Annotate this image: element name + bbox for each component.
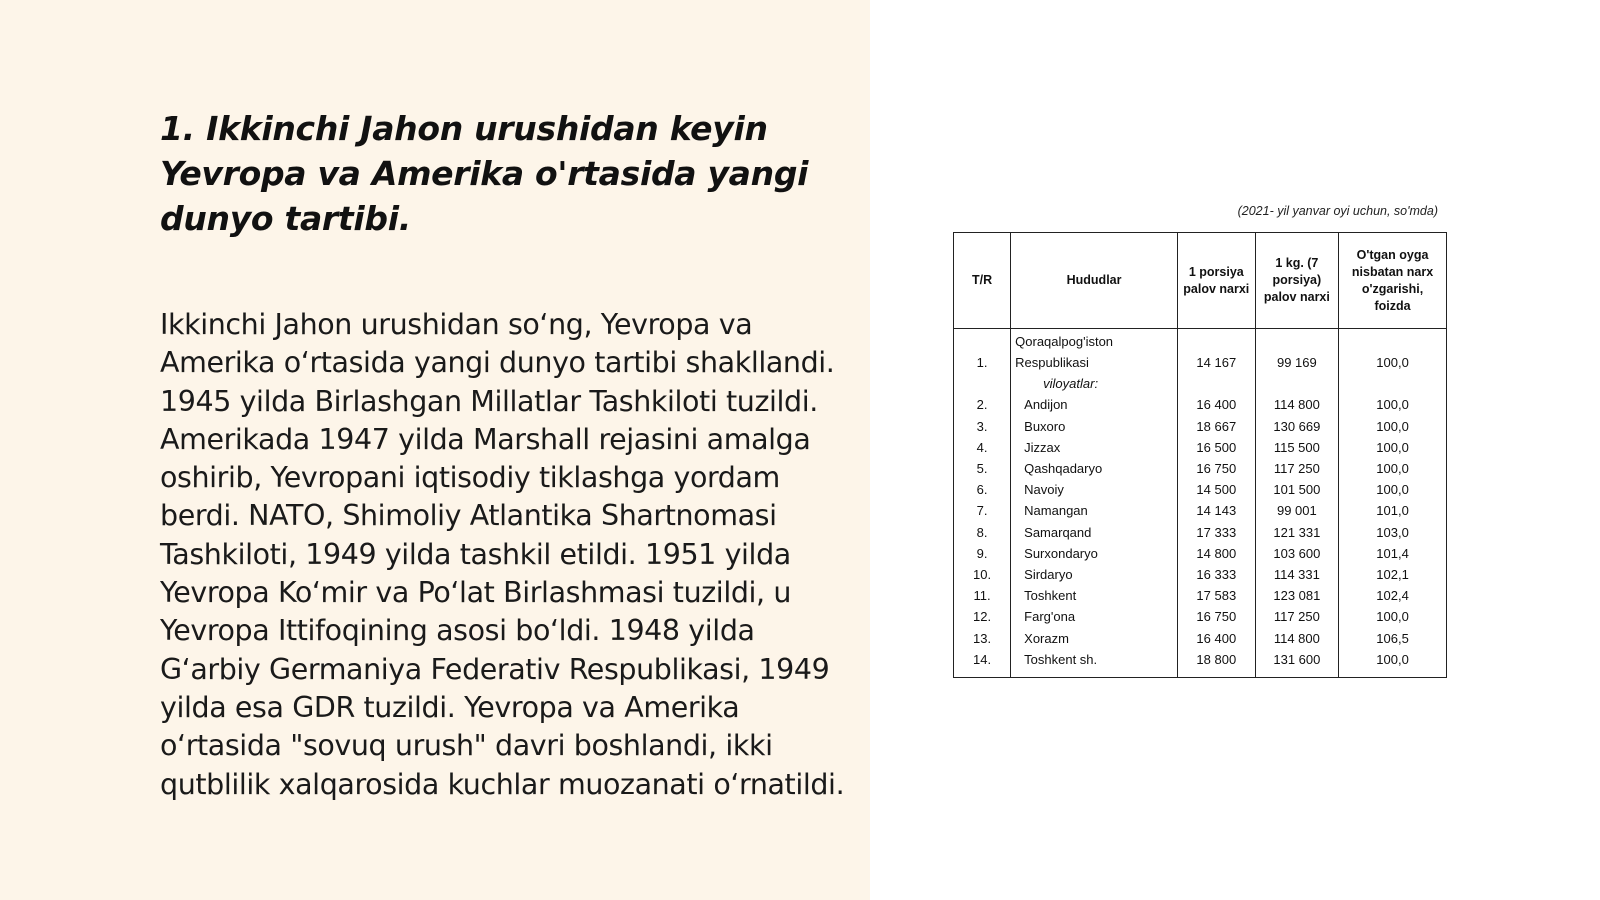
row-number: 2. (954, 395, 1011, 416)
kg-price: 101 500 (1255, 480, 1338, 501)
region-name: Farg'ona (1011, 607, 1178, 628)
portion-price: 18 667 (1177, 416, 1255, 437)
row-number: 4. (954, 437, 1011, 458)
header-price-change: O'tgan oyga nisbatan narx o'zgarishi, foizda (1339, 233, 1447, 329)
kg-price: 123 081 (1255, 586, 1338, 607)
portion-price: 17 583 (1177, 586, 1255, 607)
table-row (954, 649, 1447, 677)
viloyatlar-label: viloyatlar: (1011, 374, 1178, 395)
portion-price: 17 333 (1177, 522, 1255, 543)
price-change: 106,5 (1339, 628, 1447, 649)
table-row (954, 628, 1447, 649)
kg-price: 114 331 (1255, 564, 1338, 585)
price-change: 103,0 (1339, 522, 1447, 543)
row-number: 3. (954, 416, 1011, 437)
region-name: Toshkent sh. (1011, 649, 1178, 677)
portion-price: 16 400 (1177, 628, 1255, 649)
row-number: 9. (954, 543, 1011, 564)
portion-price: 14 167 (1177, 352, 1255, 373)
table-row (954, 522, 1447, 543)
kg-price: 117 250 (1255, 607, 1338, 628)
table-row (954, 607, 1447, 628)
kg-price: 114 800 (1255, 628, 1338, 649)
table-row (954, 458, 1447, 479)
kg-price: 117 250 (1255, 458, 1338, 479)
region-name: Buxoro (1011, 416, 1178, 437)
kg-price: 131 600 (1255, 649, 1338, 677)
price-change: 100,0 (1339, 480, 1447, 501)
region-name: Qashqadaryo (1011, 458, 1178, 479)
price-change: 101,4 (1339, 543, 1447, 564)
row-number: 8. (954, 522, 1011, 543)
price-change: 100,0 (1339, 416, 1447, 437)
region-name: Surxondaryo (1011, 543, 1178, 564)
region-name: Jizzax (1011, 437, 1178, 458)
price-change: 102,1 (1339, 564, 1447, 585)
kg-price: 121 331 (1255, 522, 1338, 543)
price-change: 102,4 (1339, 586, 1447, 607)
region-name: Sirdaryo (1011, 564, 1178, 585)
portion-price: 16 400 (1177, 395, 1255, 416)
row-number: 14. (954, 649, 1011, 677)
region-name: Samarqand (1011, 522, 1178, 543)
portion-price: 16 333 (1177, 564, 1255, 585)
region-name: Xorazm (1011, 628, 1178, 649)
header-portion-price: 1 porsiya palov narxi (1177, 233, 1255, 329)
row-number: 7. (954, 501, 1011, 522)
header-tr: T/R (954, 233, 1011, 329)
kg-price: 114 800 (1255, 395, 1338, 416)
region-name: Namangan (1011, 501, 1178, 522)
portion-price: 18 800 (1177, 649, 1255, 677)
kg-price: 103 600 (1255, 543, 1338, 564)
table-row (954, 352, 1447, 373)
portion-price: 14 800 (1177, 543, 1255, 564)
region-name: Navoiy (1011, 480, 1178, 501)
portion-price: 16 750 (1177, 458, 1255, 479)
price-change: 100,0 (1339, 437, 1447, 458)
table-row (954, 501, 1447, 522)
price-change: 101,0 (1339, 501, 1447, 522)
table-row (954, 586, 1447, 607)
table-caption: (2021- yil yanvar oyi uchun, so'mda) (1237, 204, 1438, 218)
region-name: Toshkent (1011, 586, 1178, 607)
price-change: 100,0 (1339, 395, 1447, 416)
header-hududlar: Hududlar (1011, 233, 1178, 329)
table-row (954, 437, 1447, 458)
portion-price: 14 143 (1177, 501, 1255, 522)
row-number: 13. (954, 628, 1011, 649)
kg-price: 99 169 (1255, 352, 1338, 373)
row-number: 6. (954, 480, 1011, 501)
slide-title: 1. Ikkinchi Jahon urushidan keyin Yevropa va Amerika o'rtasida yangi dunyo tartibi. (160, 109, 809, 238)
kg-price: 130 669 (1255, 416, 1338, 437)
header-kg-price: 1 kg. (7 porsiya) palov narxi (1255, 233, 1338, 329)
region-name: Andijon (1011, 395, 1178, 416)
table-header-row (954, 233, 1447, 329)
row-number: 12. (954, 607, 1011, 628)
table-row (954, 395, 1447, 416)
table-row (954, 480, 1447, 501)
price-change: 100,0 (1339, 458, 1447, 479)
row-number: 11. (954, 586, 1011, 607)
portion-price: 16 750 (1177, 607, 1255, 628)
table-row (954, 374, 1447, 395)
slide-body-text: Ikkinchi Jahon urushidan so‘ng, Yevropa va Amerika o‘rtasida yangi dunyo tartibi shakllandi. 1945 yilda Birlashgan Millatlar Tashkiloti tuzildi. Amerikada 1947 yilda Marshall rejasini amalga oshirib, Yevropani iqtisodiy tiklashga yordam berdi. NATO, Shimoliy Atlantika Shartnomasi Tashkiloti, 1949 yilda tashkil etildi. 1951 yilda Yevropa Ko‘mir va Po‘lat Birlashmasi tuzildi, u Yevropa Ittifoqining asosi bo‘ldi. 1948 yilda G‘arbiy Germaniya Federativ Respublikasi, 1949 yilda esa GDR tuzildi. Yevropa va Amerika o‘rtasida "sovuq urush" davri boshlandi, ikki qutblilik xalqarosida kuchlar muozanati o‘rnatildi. (160, 308, 845, 801)
table-row (954, 543, 1447, 564)
table-row (954, 329, 1447, 353)
portion-price: 16 500 (1177, 437, 1255, 458)
kg-price: 115 500 (1255, 437, 1338, 458)
table-row (954, 416, 1447, 437)
row-number: 1. (954, 352, 1011, 373)
region-name-line2: Respublikasi (1011, 352, 1178, 373)
row-number: 5. (954, 458, 1011, 479)
price-change: 100,0 (1339, 649, 1447, 677)
palov-price-table (953, 232, 1447, 678)
price-change: 100,0 (1339, 352, 1447, 373)
table-row (954, 564, 1447, 585)
kg-price: 99 001 (1255, 501, 1338, 522)
price-change: 100,0 (1339, 607, 1447, 628)
portion-price: 14 500 (1177, 480, 1255, 501)
region-name-line1: Qoraqalpog'iston (1011, 329, 1178, 353)
row-number: 10. (954, 564, 1011, 585)
